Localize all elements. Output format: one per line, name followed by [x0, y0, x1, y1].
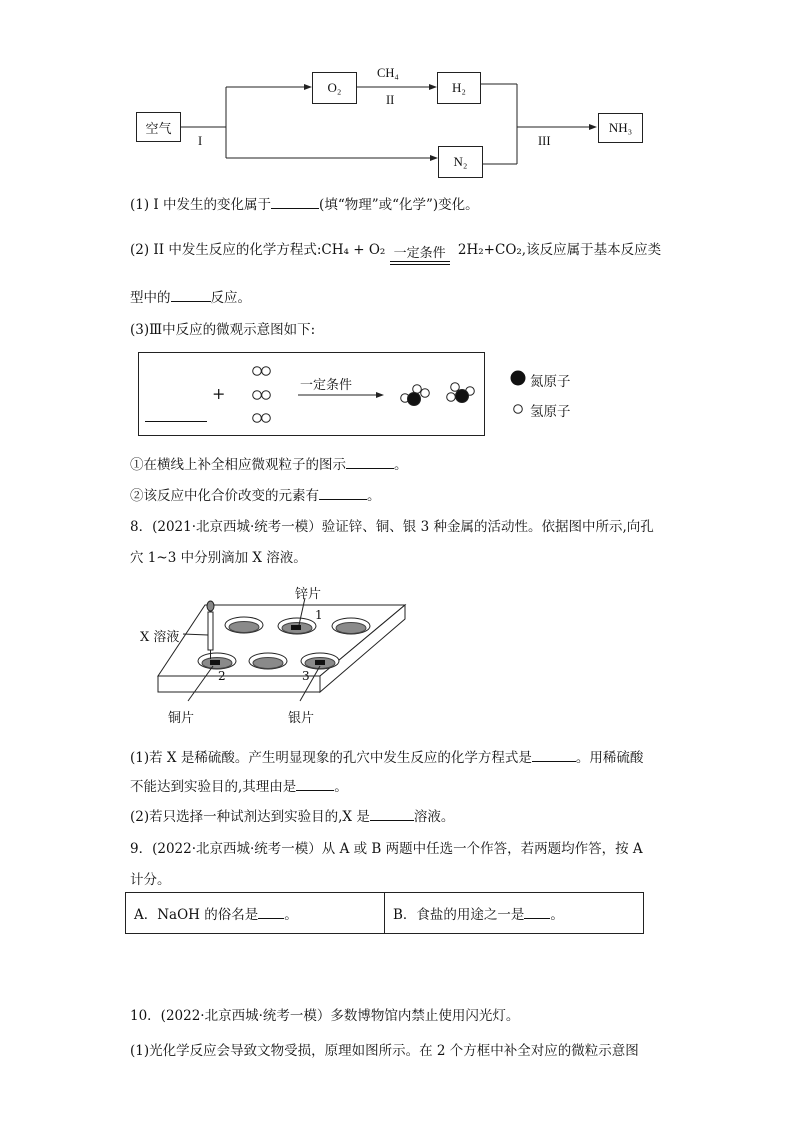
q9-stem-2: 计分。 [130, 872, 171, 888]
well-number-2: 2 [218, 669, 226, 683]
q9-options-table [125, 892, 644, 934]
copper-strip [210, 660, 220, 665]
option-b [385, 893, 644, 934]
q7-part3: (3)Ⅲ中反应的微观示意图如下: [130, 322, 316, 338]
well [253, 658, 283, 669]
q9-stem-1: 9．(2022·北京西城·统考一模）从 A 或 B 两题中任选一个作答，若两题均作答，按 A [130, 841, 643, 857]
dropper-bulb [207, 601, 214, 611]
equals-bar [390, 261, 450, 265]
condition-text: 一定条件 [393, 246, 446, 261]
h2-box: H₂ [437, 72, 481, 104]
q7-sub2-text-b: 。 [367, 488, 381, 504]
h2-molecule-atom [262, 414, 271, 423]
legend-hydrogen: 氢原子 [530, 404, 571, 420]
h2-molecule-atom [262, 367, 271, 376]
q7-part2-text-b: 2H₂+CO₂,该反应属于基本反应类 [457, 242, 662, 258]
answer-blank [296, 779, 334, 791]
q8-part1-text-c: 不能达到实验目的,其理由是 [130, 779, 297, 795]
q8-part1-text-a: (1)若 X 是稀硫酸。产生明显现象的孔穴中发生反应的化学方程式是 [130, 750, 532, 766]
hydrogen-atom-icon [514, 405, 523, 414]
q7-sub1 [130, 453, 408, 473]
silver-strip [315, 660, 325, 665]
well-plate-figure [150, 595, 410, 715]
h2-molecule-atom [253, 391, 262, 400]
q7-part2-text-c: 型中的 [130, 290, 171, 306]
answer-blank [346, 457, 394, 469]
dropper-tube [208, 612, 213, 650]
q7-sub2 [130, 484, 381, 504]
flow-diagram-lines [0, 0, 794, 190]
q8-part1-text-b: 。用稀硫酸 [575, 750, 644, 766]
well-number-3: 3 [302, 669, 310, 683]
q8-stem-2: 穴 1~3 中分别滴加 X 溶液。 [130, 550, 307, 566]
q8-part2 [130, 805, 454, 825]
answer-blank [319, 488, 367, 500]
answer-blank [370, 809, 414, 821]
q8-part1-cont [130, 775, 348, 795]
h2-molecule-atom [253, 367, 262, 376]
answer-blank [271, 197, 319, 209]
o2-box: O₂ [312, 72, 357, 104]
q7-part2-cont [130, 286, 251, 306]
q7-part2 [130, 238, 662, 261]
step-i-label: I [198, 134, 203, 148]
q8-part2-text-b: 溶液。 [413, 809, 455, 825]
option-b-end: 。 [550, 907, 564, 923]
legend-nitrogen: 氮原子 [530, 374, 571, 390]
q7-sub2-text-a: ②该反应中化合价改变的元素有 [130, 488, 319, 504]
zinc-strip [291, 625, 301, 630]
air-box: 空气 [136, 112, 181, 142]
q10-stem: 10．(2022·北京西城·统考一模）多数博物馆内禁止使用闪光灯。 [130, 1008, 520, 1024]
label-zinc: 锌片 [295, 587, 322, 602]
micro-condition-text: 一定条件 [300, 378, 353, 393]
option-a-text: A．NaOH 的俗名是 [134, 907, 259, 923]
q8-part1 [130, 746, 643, 766]
h2-molecule-atom [262, 391, 271, 400]
label-copper: 铜片 [168, 711, 195, 726]
option-a [126, 893, 385, 934]
q7-part1-text-a: (1) I 中发生的变化属于 [130, 197, 272, 213]
answer-blank [258, 907, 284, 919]
ch4-label: CH₄ [377, 66, 399, 80]
reaction-arrow-head [376, 392, 384, 398]
q7-part2-text-a: (2) II 中发生反应的化学方程式:CH₄ + O₂ [130, 242, 386, 258]
answer-blank [532, 750, 576, 762]
plus-sign: + [212, 384, 226, 403]
q8-part1-text-d: 。 [334, 779, 348, 795]
q10-part1: (1)光化学反应会导致文物受损，原理如图所示。在 2 个方框中补全对应的微粒示意图 [130, 1043, 639, 1059]
nh3-box: NH₃ [598, 113, 643, 143]
q7-part2-text-d: 反应。 [210, 290, 251, 306]
well [336, 623, 366, 634]
step-iii-label: III [538, 134, 551, 148]
h2-molecule-atom [253, 414, 262, 423]
answer-blank [524, 907, 550, 919]
q8-part2-text-a: (2)若只选择一种试剂达到实验目的,X 是 [130, 809, 370, 825]
answer-blank [171, 290, 211, 302]
option-b-text: B．食盐的用途之一是 [393, 907, 525, 923]
q7-sub1-text-b: 。 [394, 457, 408, 473]
step-ii-label: II [386, 93, 395, 107]
nitrogen-atom-icon [511, 371, 525, 385]
q7-part1-text-b: (填“物理”或“化学”)变化。 [319, 197, 479, 213]
well [229, 622, 259, 633]
n2-box: N₂ [438, 146, 483, 178]
q8-stem-1: 8．(2021·北京西城·统考一模）验证锌、铜、银 3 种金属的活动性。依据图中所示,向孔 [130, 519, 654, 535]
label-silver: 银片 [288, 711, 315, 726]
micro-diagram-molecules [240, 355, 485, 430]
option-a-end: 。 [284, 907, 298, 923]
q7-part1 [130, 193, 479, 213]
label-x-solution: X 溶液 [140, 630, 180, 645]
answer-blank-line [145, 421, 207, 422]
q7-sub1-text-a: ①在横线上补全相应微观粒子的图示 [130, 457, 346, 473]
plate-front [158, 676, 320, 692]
well-number-1: 1 [315, 608, 323, 622]
